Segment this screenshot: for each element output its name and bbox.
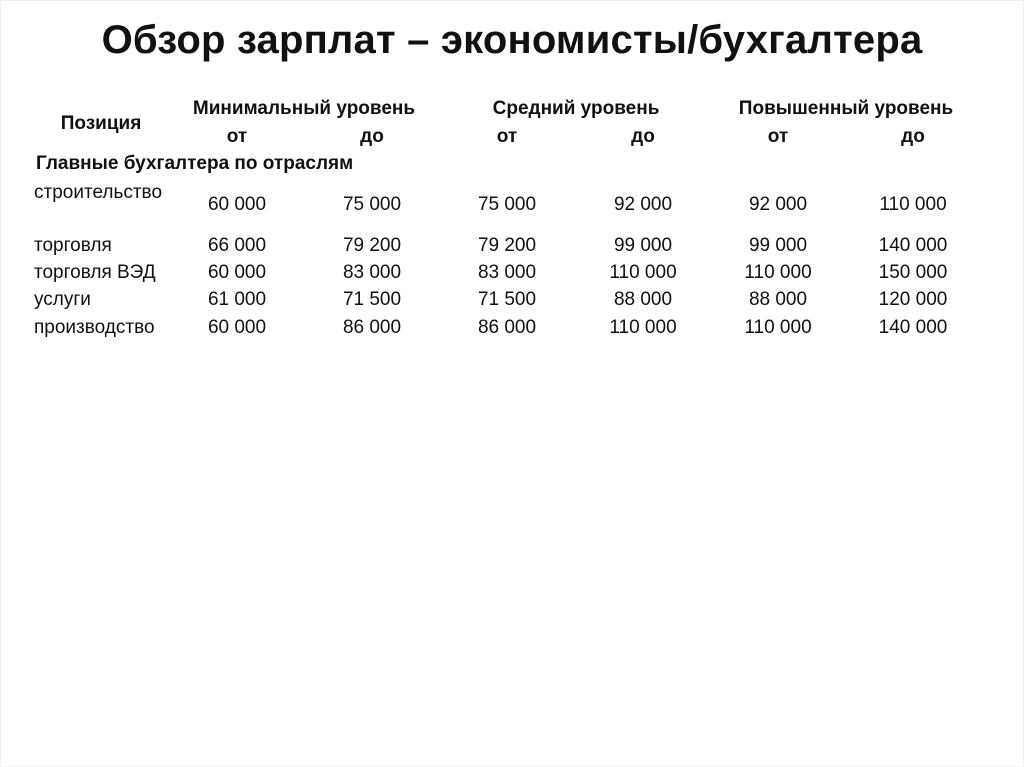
section-title: Главные бухгалтера по отраслям — [36, 153, 354, 174]
table-cell: 88 000 — [748, 289, 808, 310]
header-high-from: от — [767, 126, 789, 147]
header-avg-from: от — [496, 126, 518, 147]
table-cell: 110 000 — [744, 262, 812, 283]
table-cell: 110 000 — [879, 194, 947, 215]
row-label: услуги — [34, 289, 91, 310]
table-cell: 83 000 — [342, 262, 402, 283]
header-min-from: от — [226, 126, 248, 147]
table-cell: 88 000 — [613, 289, 673, 310]
table-cell: 79 200 — [477, 235, 537, 256]
header-group-min: Минимальный уровень — [192, 98, 416, 119]
table-cell: 110 000 — [609, 262, 677, 283]
page-title: Обзор зарплат – экономисты/бухгалтера — [101, 18, 923, 62]
row-label: торговля — [34, 235, 112, 256]
header-group-avg: Средний уровень — [492, 98, 660, 119]
table-cell: 60 000 — [207, 262, 267, 283]
table-cell: 71 500 — [477, 289, 537, 310]
table-cell: 66 000 — [207, 235, 267, 256]
row-label: торговля ВЭД — [34, 262, 156, 283]
table-cell: 110 000 — [744, 317, 812, 338]
row-label: производство — [34, 317, 155, 338]
table-cell: 92 000 — [613, 194, 673, 215]
table-cell: 110 000 — [609, 317, 677, 338]
row-label: строительство — [34, 182, 163, 203]
table-cell: 86 000 — [477, 317, 537, 338]
table-cell: 61 000 — [207, 289, 267, 310]
table-cell: 99 000 — [613, 235, 673, 256]
header-min-to: до — [360, 126, 384, 147]
table-cell: 60 000 — [207, 194, 267, 215]
table-cell: 150 000 — [878, 262, 948, 283]
table-cell: 140 000 — [878, 235, 948, 256]
table-cell: 92 000 — [748, 194, 808, 215]
table-cell: 79 200 — [342, 235, 402, 256]
table-cell: 75 000 — [342, 194, 402, 215]
table-cell: 60 000 — [207, 317, 267, 338]
header-avg-to: до — [631, 126, 655, 147]
table-cell: 140 000 — [878, 317, 948, 338]
table-cell: 71 500 — [342, 289, 402, 310]
header-group-high: Повышенный уровень — [738, 98, 954, 119]
header-position: Позиция — [60, 113, 142, 134]
table-cell: 83 000 — [477, 262, 537, 283]
table-cell: 99 000 — [748, 235, 808, 256]
table-cell: 120 000 — [878, 289, 948, 310]
table-cell: 86 000 — [342, 317, 402, 338]
header-high-to: до — [901, 126, 925, 147]
table-cell: 75 000 — [477, 194, 537, 215]
